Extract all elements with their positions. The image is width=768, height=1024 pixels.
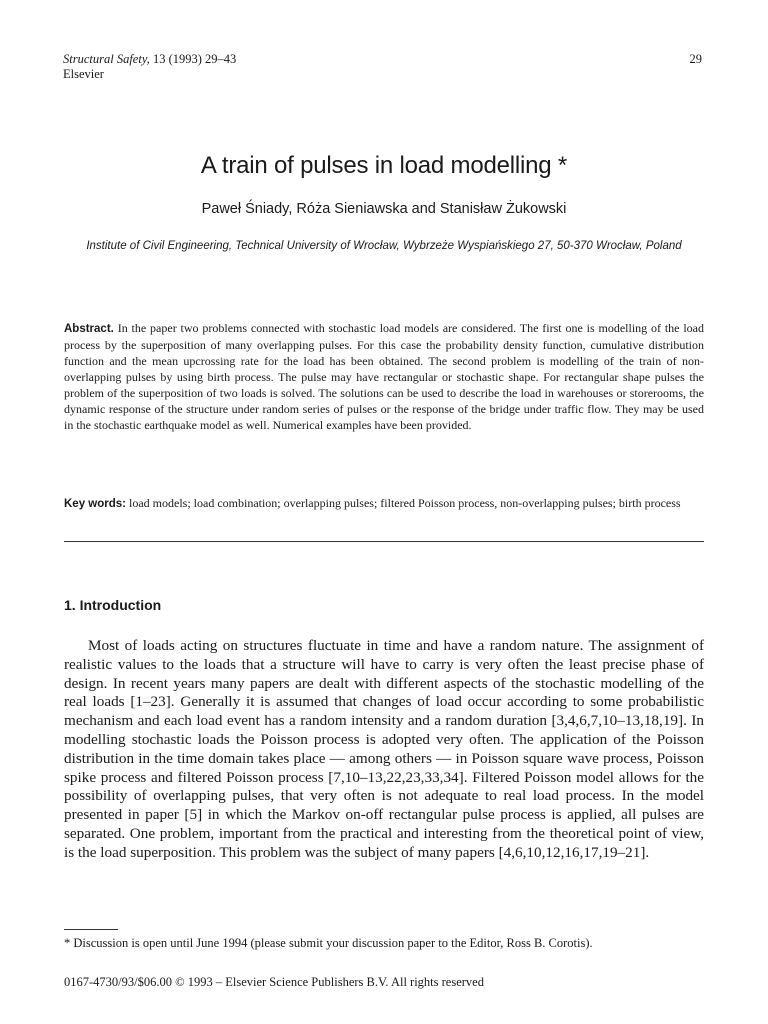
- publisher: Elsevier: [63, 67, 104, 81]
- journal-citation: [63, 52, 236, 82]
- page-number: 29: [689, 52, 702, 66]
- footnote: * Discussion is open until June 1994 (please submit your discussion paper to the Editor, Ross B. Corotis).: [64, 936, 593, 950]
- abstract-text: In the paper two problems connected with stochastic load models are considered. The first one is modelling of the load process by the superposition of many overlapping pulses. For this case the probability density function, cumulative distribution function and the mean upcrossing rate for the load has been obtained. The second problem is modelling of the train of non-overlapping pulses by using birth process. The pulse may have rectangular or stochastic shape. For rectangular shape pulses the problem of the superposition of two loads is solved. The solutions can be used to describe the load in warehouses or storerooms, the dynamic response of the structure under random series of pulses or the response of the bridge under traffic flow. They may be used in the stochastic earthquake model as well. Numerical examples have been provided.: [64, 321, 704, 432]
- journal-name: Structural Safety,: [63, 52, 150, 66]
- paper-title: A train of pulses in load modelling *: [200, 152, 568, 179]
- section-heading: 1. Introduction: [64, 597, 162, 613]
- divider-rule: [64, 541, 704, 542]
- keywords-text: load models; load combination; overlapping pulses; filtered Poisson process, non-overlapping pulses; birth process: [129, 496, 681, 510]
- affiliation: Institute of Civil Engineering, Technical University of Wrocław, Wybrzeże Wyspiańskiego 27, 50-370 Wrocław, Poland: [86, 240, 682, 252]
- abstract-label: Abstract.: [64, 323, 114, 335]
- abstract: [64, 320, 704, 433]
- author-list: Paweł Śniady, Róża Sieniawska and Stanisław Żukowski: [201, 201, 567, 217]
- copyright-line: 0167-4730/93/$06.00 © 1993 – Elsevier Science Publishers B.V. All rights reserved: [64, 975, 484, 989]
- footnote-rule: [64, 929, 118, 930]
- journal-issue: 13 (1993) 29–43: [152, 52, 237, 66]
- intro-paragraph: Most of loads acting on structures fluctuate in time and have a random nature. The assignment of realistic values to the loads that a structure will have to carry is very often the least precise phase of design. In recent years many papers are dealt with different aspects of the stochastic modelling of the real loads [1–23]. Generally it is assumed that changes of load occur according to some probabilistic mechanism and each load event has a random intensity and a random duration [3,4,6,7,10–13,18,19]. In modelling stochastic loads the Poisson process is adopted very often. The application of the Poisson distribution in the time domain takes place — among others — in Poisson square wave process, Poisson spike process and filtered Poisson process [7,10–13,22,23,33,34]. Filtered Poisson model allows for the possibility of overlapping pulses, that very often is not adequate to real load process. In the model presented in paper [5] in which the Markov on-off rectangular pulse process is applied, all pulses are separated. One problem, important from the practical and interesting from the theoretical point of view, is the load superposition. This problem was the subject of many papers [4,6,10,12,16,17,19–21].: [64, 637, 704, 861]
- keywords-label: Key words:: [64, 498, 126, 510]
- keywords: [64, 495, 704, 512]
